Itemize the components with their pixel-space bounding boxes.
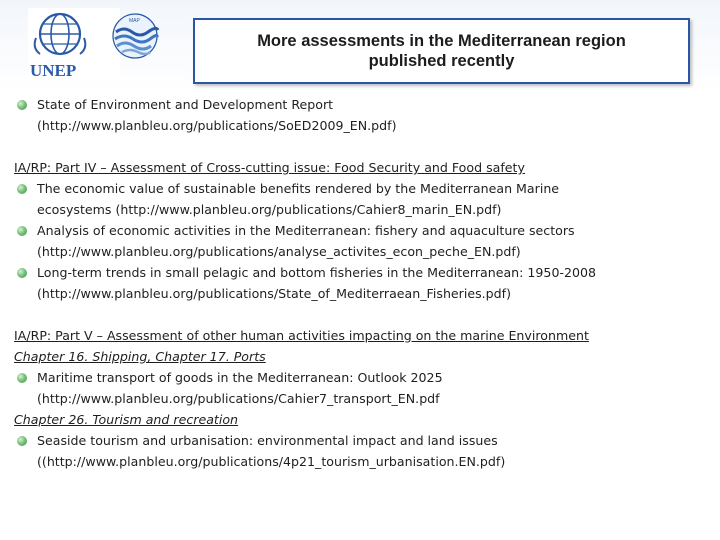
unep-logo-text: UNEP — [30, 61, 77, 80]
page-title — [212, 31, 672, 71]
content-body — [14, 94, 714, 472]
item-link[interactable]: (http://www.planbleu.org/publications/analyse_activites_econ_peche_EN.pdf) — [37, 244, 521, 259]
item-title: The economic value of sustainable benefits rendered by the Mediterranean Marine — [37, 181, 560, 196]
map-logo-text: MAP — [129, 18, 140, 24]
item-link[interactable]: (http://www.planbleu.org/publications/SoED2009_EN.pdf) — [37, 118, 397, 133]
title-line-2: published recently — [368, 52, 515, 70]
section-heading-part-v: IA/RP: Part V – Assessment of other human activities impacting on the marine Environment — [14, 328, 589, 343]
bullet-icon — [17, 436, 27, 446]
bullet-icon — [17, 373, 27, 383]
bullet-icon — [17, 226, 27, 236]
bullet-icon — [17, 268, 27, 278]
list-item — [14, 367, 714, 409]
map-logo — [110, 8, 160, 72]
item-title: Analysis of economic activities in the Mediterranean: fishery and aquaculture sectors — [37, 223, 575, 238]
bullet-icon — [17, 184, 27, 194]
unep-emblem-icon — [28, 8, 120, 80]
title-line-1: More assessments in the Mediterranean region — [257, 32, 626, 50]
chapter-heading-shipping: Chapter 16. Shipping, Chapter 17. Ports — [14, 349, 266, 364]
map-waves-icon — [110, 8, 160, 72]
bullet-icon — [17, 100, 27, 110]
item-title: Seaside tourism and urbanisation: environmental impact and land issues — [37, 433, 498, 448]
item-title: Maritime transport of goods in the Mediterranean: Outlook 2025 — [37, 370, 443, 385]
list-item — [14, 178, 714, 220]
list-item — [14, 430, 714, 472]
item-link[interactable]: (http://www.planbleu.org/publications/State_of_Mediterraean_Fisheries.pdf) — [37, 286, 511, 301]
item-link[interactable]: (http://www.planbleu.org/publications/Cahier7_transport_EN.pdf — [37, 391, 440, 406]
item-title: State of Environment and Development Report — [37, 97, 334, 112]
item-link[interactable]: ((http://www.planbleu.org/publications/4p21_tourism_urbanisation.EN.pdf) — [37, 454, 506, 469]
item-title: Long-term trends in small pelagic and bottom fisheries in the Mediterranean: 1950-2008 — [37, 265, 597, 280]
list-item — [14, 262, 714, 304]
chapter-heading-tourism: Chapter 26. Tourism and recreation — [14, 412, 239, 427]
unep-logo — [28, 8, 120, 80]
list-item — [14, 94, 714, 136]
list-item — [14, 220, 714, 262]
title-box — [193, 18, 690, 84]
item-link[interactable]: ecosystems (http://www.planbleu.org/publications/Cahier8_marin_EN.pdf) — [37, 202, 502, 217]
section-heading-part-iv: IA/RP: Part IV – Assessment of Cross-cutting issue: Food Security and Food safety — [14, 160, 525, 175]
